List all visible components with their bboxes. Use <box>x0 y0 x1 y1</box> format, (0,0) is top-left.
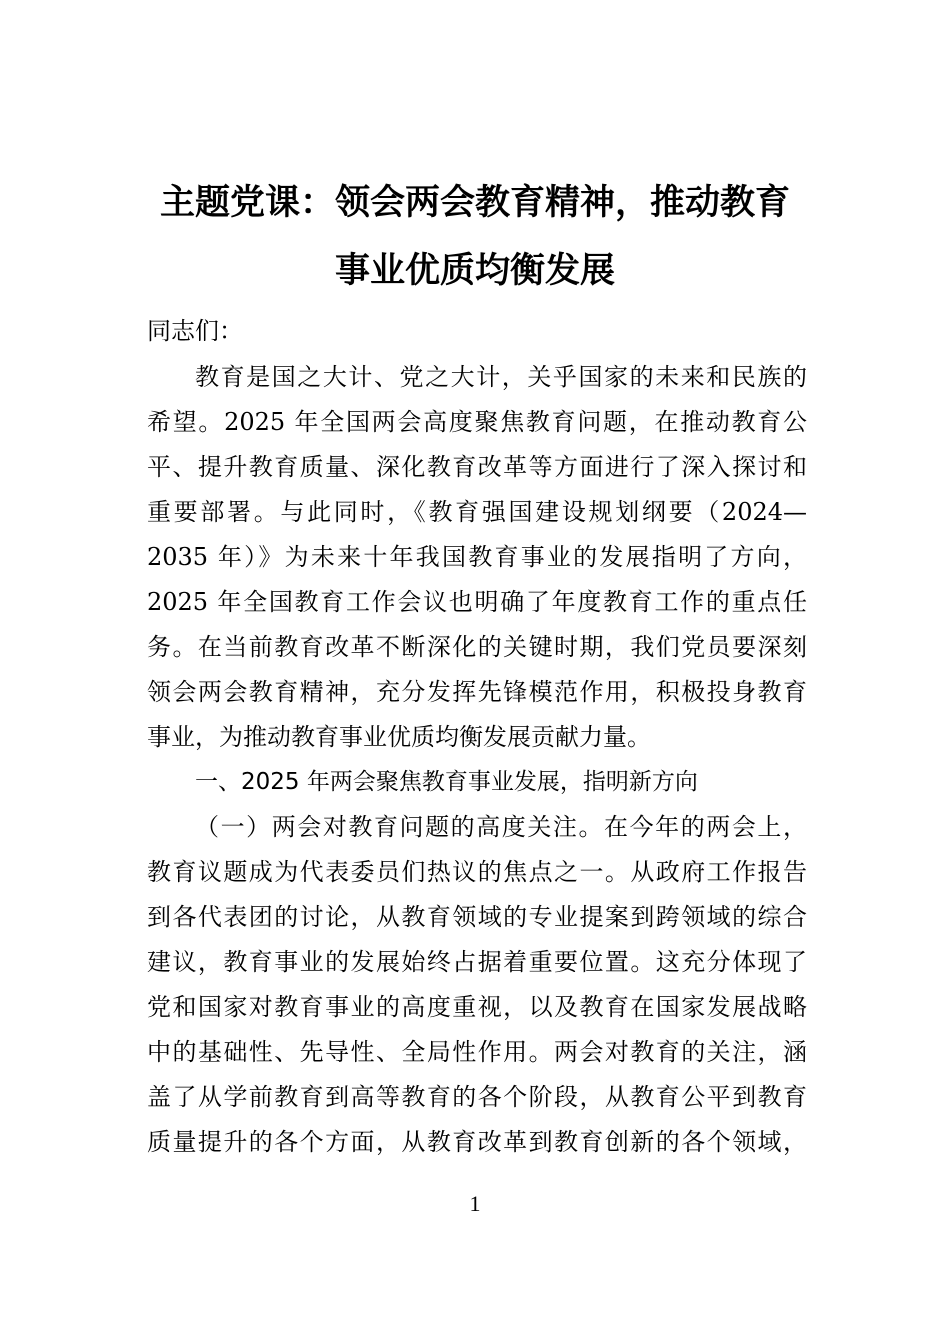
document-title-line-1: 主题党课：领会两会教育精神，推动教育 <box>159 183 790 223</box>
paragraph-line: 盖了从学前教育到高等教育的各个阶段，从教育公平到教育 <box>147 1083 807 1111</box>
paragraph-line: 2035 年）》为未来十年我国教育事业的发展指明了方向， <box>147 543 807 571</box>
paragraph-line: 2025 年全国教育工作会议也明确了年度教育工作的重点任 <box>147 588 807 616</box>
paragraph-line: 平、提升教育质量、深化教育改革等方面进行了深入探讨和 <box>147 453 807 481</box>
document-title-line-2: 事业优质均衡发展 <box>334 251 615 291</box>
paragraph-line: 党和国家对教育事业的高度重视，以及教育在国家发展战略 <box>147 993 807 1021</box>
section-heading: 一、2025 年两会聚焦教育事业发展，指明新方向 <box>195 769 698 795</box>
paragraph-line: 领会两会教育精神，充分发挥先锋模范作用，积极投身教育 <box>147 678 807 706</box>
paragraph-line: 务。在当前教育改革不断深化的关键时期，我们党员要深刻 <box>147 633 807 661</box>
paragraph-line: 中的基础性、先导性、全局性作用。两会对教育的关注，涵 <box>147 1038 807 1066</box>
paragraph-line: 质量提升的各个方面，从教育改革到教育创新的各个领域， <box>147 1128 807 1156</box>
paragraph-line: 建议，教育事业的发展始终占据着重要位置。这充分体现了 <box>147 948 807 976</box>
paragraph-line: 教育是国之大计、党之大计，关乎国家的未来和民族的 <box>195 363 807 391</box>
paragraph-line: 希望。2025 年全国两会高度聚焦教育问题，在推动教育公 <box>147 408 807 436</box>
paragraph-line: 重要部署。与此同时，《教育强国建设规划纲要（2024— <box>147 498 807 526</box>
paragraph-line: （一）两会对教育问题的高度关注。在今年的两会上， <box>195 813 807 841</box>
page-number: 1 <box>469 1191 481 1216</box>
salutation: 同志们： <box>147 317 243 345</box>
paragraph-line: 到各代表团的讨论，从教育领域的专业提案到跨领域的综合 <box>147 903 807 931</box>
paragraph-line: 事业，为推动教育事业优质均衡发展贡献力量。 <box>147 723 651 751</box>
paragraph-line: 教育议题成为代表委员们热议的焦点之一。从政府工作报告 <box>147 858 807 886</box>
